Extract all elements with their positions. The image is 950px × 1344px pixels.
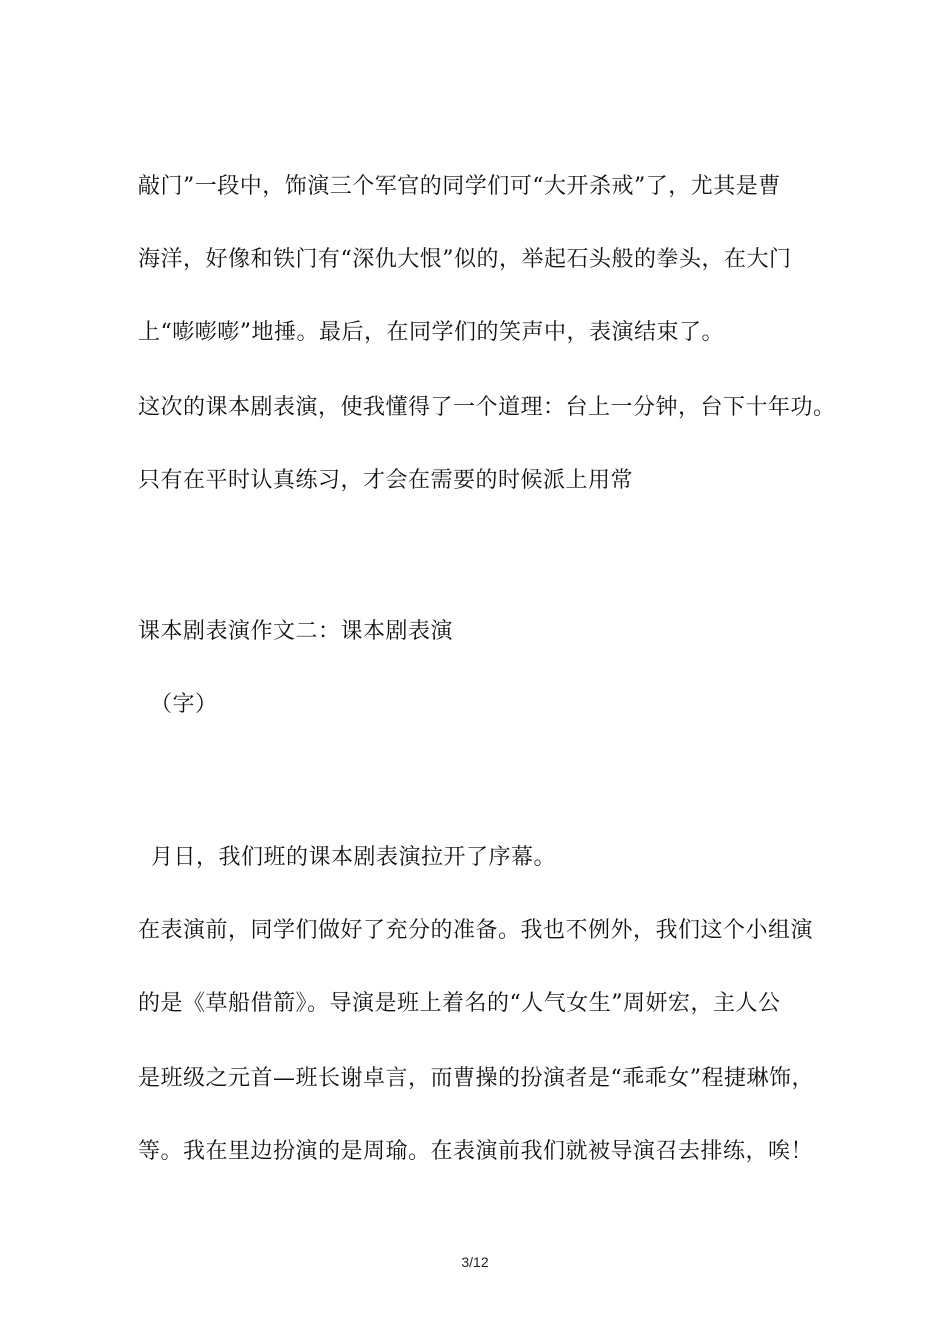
text-line: 海洋，好像和铁门有“深仇大恨”似的，举起石头般的拳头，在大门 — [138, 247, 792, 272]
text-line: 的是《草船借箭》。导演是班上着名的“人气女生”周妍宏，主人公 — [138, 991, 781, 1016]
text-line: 只有在平时认真练习，才会在需要的时候派上用常 — [138, 468, 634, 493]
text-line: 是班级之元首—班长谢卓言，而曹操的扮演者是“乖乖女”程捷琳饰， — [138, 1066, 814, 1091]
text-line: 敲门”一段中，饰演三个军官的同学们可“大开杀戒”了，尤其是曹 — [138, 174, 781, 199]
section-title: 课本剧表演作文二：课本剧表演 — [138, 619, 454, 644]
text-line: 等。我在里边扮演的是周瑜。在表演前我们就被导演召去排练，唉！ — [138, 1139, 814, 1164]
text-line: 上“嘭嘭嘭”地捶。最后，在同学们的笑声中，表演结束了。 — [138, 320, 724, 345]
word-count-note: （字） — [150, 692, 218, 717]
text-line: 在表演前，同学们做好了充分的准备。我也不例外，我们这个小组演 — [138, 918, 814, 943]
opening-line: 月日，我们班的课本剧表演拉开了序幕。 — [151, 845, 557, 870]
page-number: 3/12 — [461, 1254, 489, 1270]
text-line: 这次的课本剧表演，使我懂得了一个道理：台上一分钟，台下十年功。 — [138, 395, 836, 420]
